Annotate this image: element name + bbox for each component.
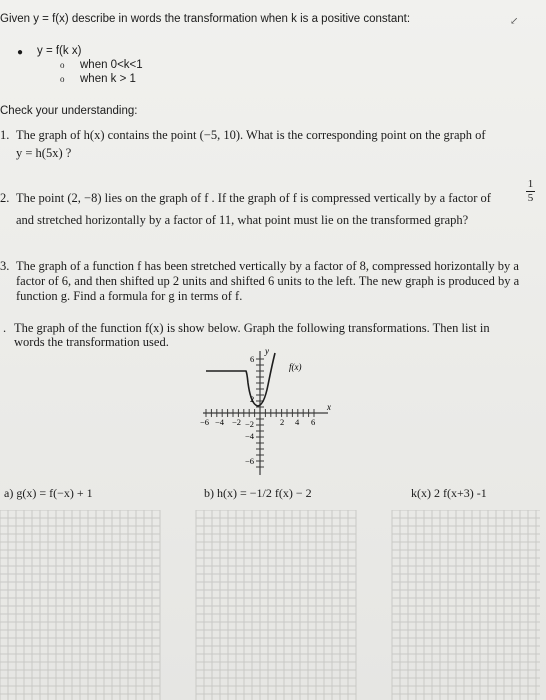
q4-line2: words the transformation used. [14,335,169,349]
x-tick-label: 4 [295,417,300,427]
x-tick-label: −6 [200,417,210,427]
sub-item-1: when 0<k<1 [80,59,143,71]
answer-grids [0,510,546,700]
curve-label: f(x) [289,362,302,372]
y-tick-label: −6 [245,456,255,466]
function-graph [198,343,338,478]
y-tick-label: 2 [250,394,255,404]
y-tick-label: −4 [245,431,255,441]
y-axis-label: y [265,346,269,356]
q2-line1: The point (2, −8) lies on the graph of f . If the graph of f is compressed vertically by a factor of [16,191,491,205]
y-tick-label: −2 [245,419,255,429]
y-tick-label: 6 [250,354,255,364]
x-tick-label: −2 [232,417,242,427]
check-heading: Check your understanding: [0,105,138,117]
sub-bullet: o [60,60,65,70]
q3-line1: The graph of a function f has been stretched vertically by a factor of 8, compressed horizontally by a [16,259,519,273]
q4-number: . [3,321,7,335]
q3-line3: function g. Find a formula for g in terms of f. [16,289,243,303]
part-c-label: k(x) 2 f(x+3) -1 [411,486,487,500]
q2-number: 2. [0,191,10,205]
q2-fraction [526,179,535,204]
corner-mark: ↙ [510,16,519,27]
q3-number: 3. [0,259,10,273]
fraction-denominator: 5 [527,192,534,204]
sub-item-2: when k > 1 [80,73,136,85]
q1-number: 1. [0,128,10,142]
f-curve [206,353,275,406]
part-b-label: b) h(x) = −1/2 f(x) − 2 [204,486,312,500]
bullet-main: y = f(k x) [37,45,82,57]
q4-line1: The graph of the function f(x) is show below. Graph the following transformations. Then list in [14,321,490,335]
header-prompt: Given y = f(x) describe in words the transformation when k is a positive constant: [0,13,411,25]
q3-line2: factor of 6, and then shifted up 2 units and shifted 6 units to the left. The new graph is produced by a [16,274,520,288]
bullet-dot: ● [17,47,24,58]
q1-line2: y = h(5x) ? [16,146,72,160]
x-tick-label: 6 [311,417,316,427]
x-tick-label: −4 [215,417,225,427]
x-axis-label: x [327,402,331,412]
q2-line2: and stretched horizontally by a factor of 11, what point must lie on the transformed graph? [16,213,469,227]
fraction-numerator: 1 [527,178,534,190]
q1-line1: The graph of h(x) contains the point (−5, 10). What is the corresponding point on the graph of [16,128,486,142]
part-a-label: a) g(x) = f(−x) + 1 [4,486,93,500]
x-tick-label: 2 [280,417,285,427]
sub-bullet: o [60,74,65,84]
